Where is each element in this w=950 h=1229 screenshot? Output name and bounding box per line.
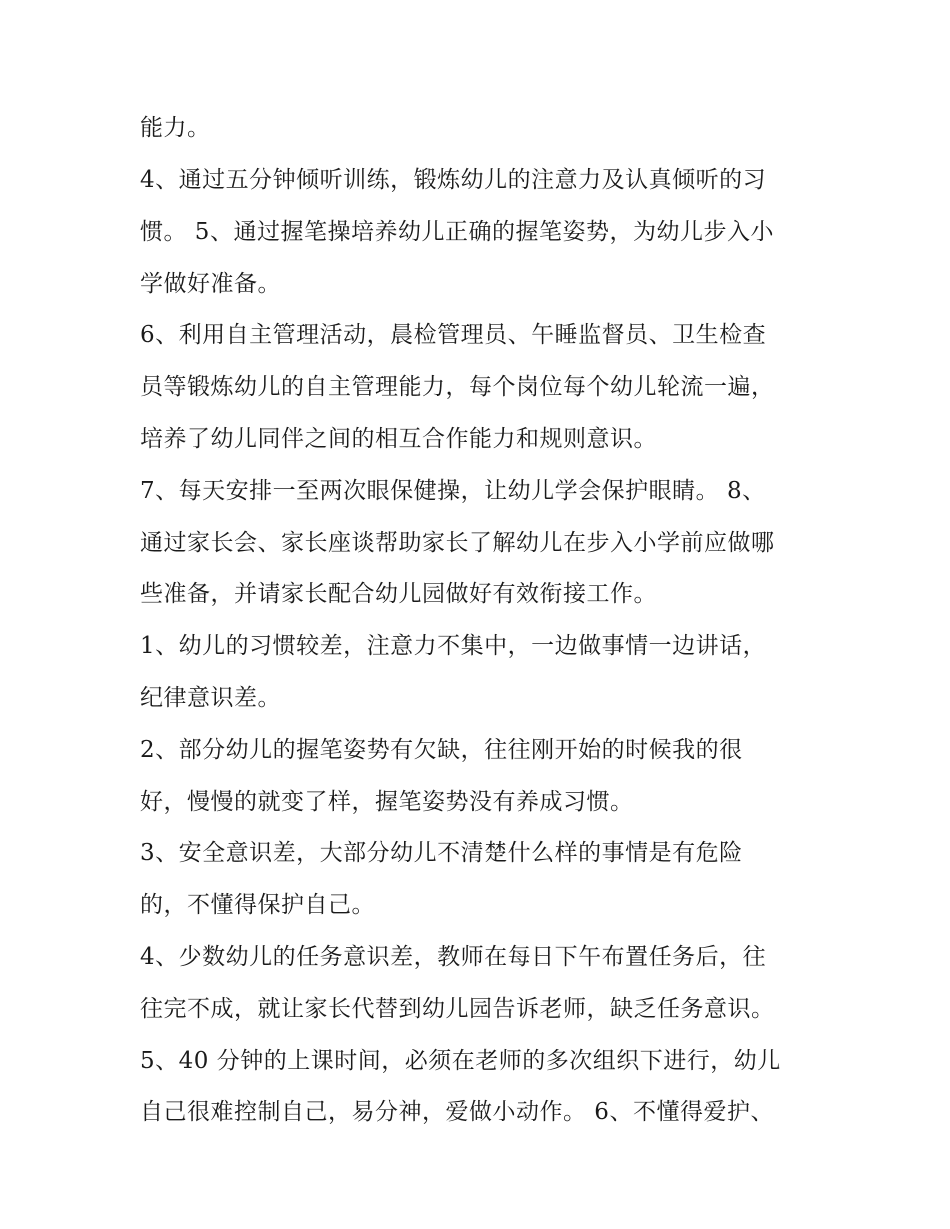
text-line: 4、少数幼儿的任务意识差，教师在每日下午布置任务后，往 bbox=[140, 944, 767, 970]
text-line: 员等锻炼幼儿的自主管理能力，每个岗位每个幼儿轮流一遍， bbox=[140, 374, 775, 400]
text-line: 往完不成，就让家长代替到幼儿园告诉老师，缺乏任务意识。 bbox=[140, 996, 775, 1022]
text-line: 4、通过五分钟倾听训练，锻炼幼儿的注意力及认真倾听的习 bbox=[140, 167, 767, 193]
text-line: 些准备，并请家长配合幼儿园做好有效衔接工作。 bbox=[140, 581, 657, 607]
text-line: 好，慢慢的就变了样，握笔姿势没有养成习惯。 bbox=[140, 789, 634, 815]
text-line: 2、部分幼儿的握笔姿势有欠缺，往往刚开始的时候我的很 bbox=[140, 737, 743, 763]
text-line: 惯。 5、通过握笔操培养幼儿正确的握笔姿势，为幼儿步入小 bbox=[140, 219, 774, 245]
text-line: 学做好准备。 bbox=[140, 271, 281, 297]
text-line: 纪律意识差。 bbox=[140, 685, 281, 711]
text-line: 培养了幼儿同伴之间的相互合作能力和规则意识。 bbox=[140, 426, 657, 452]
text-line: 1、幼儿的习惯较差，注意力不集中，一边做事情一边讲话， bbox=[140, 633, 767, 659]
text-line: 7、每天安排一至两次眼保健操，让幼儿学会保护眼睛。 8、 bbox=[140, 478, 766, 504]
text-line: 自己很难控制自己，易分神，爱做小动作。 6、不懂得爱护、 bbox=[140, 1099, 774, 1125]
text-line: 能力。 bbox=[140, 115, 211, 141]
text-line: 6、利用自主管理活动，晨检管理员、午睡监督员、卫生检查 bbox=[140, 322, 767, 348]
text-line: 5、40 分钟的上课时间，必须在老师的多次组织下进行，幼儿 bbox=[140, 1048, 781, 1074]
text-line: 的，不懂得保护自己。 bbox=[140, 892, 375, 918]
text-line: 3、安全意识差，大部分幼儿不清楚什么样的事情是有危险 bbox=[140, 840, 743, 866]
text-line: 通过家长会、家长座谈帮助家长了解幼儿在步入小学前应做哪 bbox=[140, 530, 775, 556]
